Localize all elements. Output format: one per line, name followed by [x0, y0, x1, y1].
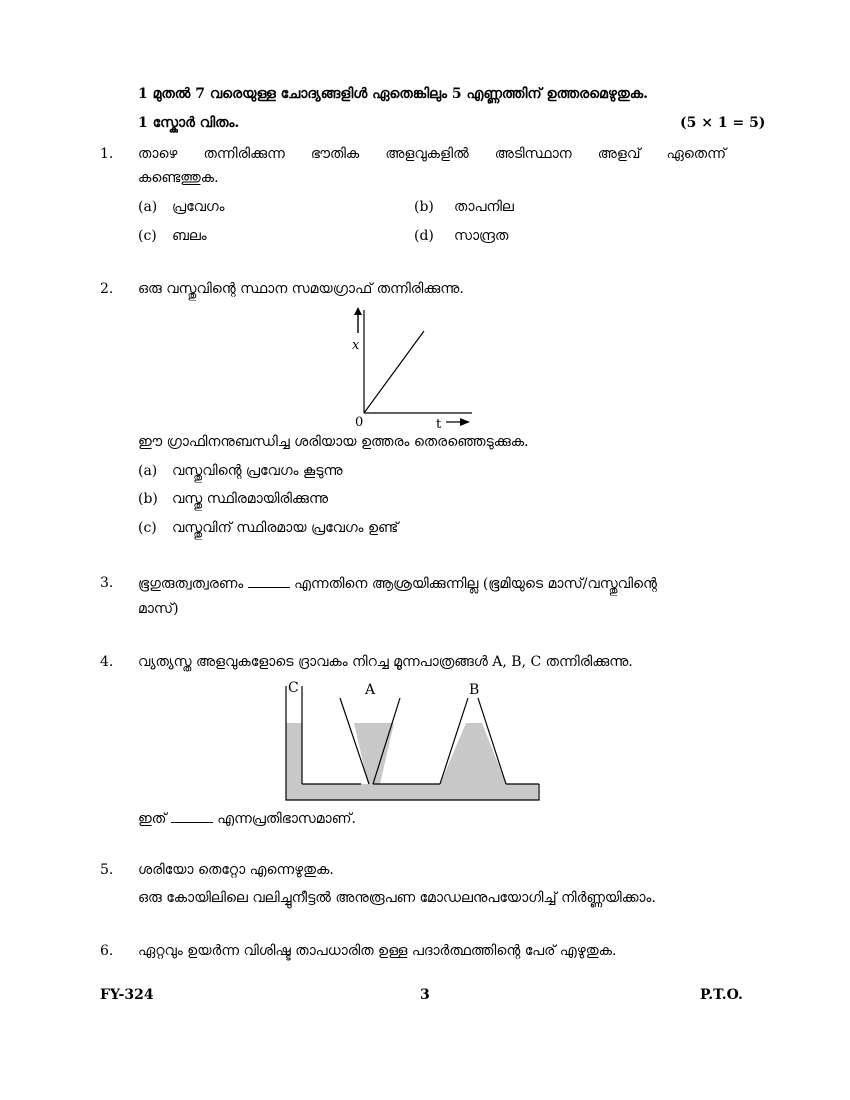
question-3-text-line2: മാസ്) — [138, 601, 179, 617]
vessel-a-label: A — [365, 682, 376, 698]
question-4-text-after: എന്നപ്രതിഭാസമാണ്. — [217, 811, 356, 827]
question-1-text-line2: കണ്ടെത്തുക. — [138, 170, 219, 186]
score-formula: (5 × 1 = 5) — [680, 115, 766, 131]
option-label: (b) — [414, 199, 434, 215]
option-label: (b) — [138, 491, 158, 507]
footer-code: FY-324 — [100, 987, 154, 1003]
graph-y-label: x — [352, 338, 360, 353]
graph-origin-label: 0 — [355, 415, 364, 430]
score-note: 1 സ്കോർ വിതം. — [138, 115, 240, 131]
option-text: വസ്തു സ്ഥിരമായിരിക്കുന്നു — [172, 491, 329, 507]
y-arrowhead-icon — [354, 307, 362, 315]
question-3-text — [138, 575, 657, 592]
liquid-fill — [286, 723, 538, 800]
vessel-b-label: B — [469, 682, 480, 698]
graph-line — [364, 331, 424, 413]
answer-blank — [171, 810, 213, 823]
option-text: വസ്തുവിന് സ്ഥിരമായ പ്രവേഗം ഉണ്ട് — [172, 520, 399, 536]
question-2-prompt: ഈ ഗ്രാഫിനനുബന്ധിച്ച ശരിയായ ഉത്തരം തെരഞ്ഞെടുക്കുക. — [138, 434, 529, 450]
pto-label: P.T.O. — [700, 987, 743, 1003]
vessel-c-label: C — [288, 680, 299, 696]
option-label: (a) — [138, 199, 158, 215]
page-number: 3 — [420, 987, 430, 1003]
answer-blank — [248, 575, 290, 588]
option-label: (c) — [138, 228, 157, 244]
question-5-text: ശരിയോ തെറ്റോ എന്നെഴുതുക. — [138, 862, 334, 878]
option-text: സാന്ദ്രത — [454, 228, 509, 244]
question-number: 1. — [100, 146, 114, 162]
graph-x-label: t — [436, 417, 442, 430]
question-1-text: താഴെ തന്നിരിക്കുന്ന ഭൗതിക അളവുകളിൽ അടിസ്ഥാന അളവ് ഏതെന്ന് — [138, 146, 726, 162]
option-text: പ്രവേഗം — [172, 199, 225, 215]
question-number: 5. — [100, 862, 114, 878]
question-4-answer-line — [138, 810, 356, 827]
question-2-text: ഒരു വസ്തുവിന്റെ സ്ഥാന സമയഗ്രാഫ് തന്നിരിക്കുന്നു. — [138, 281, 464, 297]
question-number: 4. — [100, 654, 114, 670]
question-3-text-after: എന്നതിനെ ആശ്രയിക്കുന്നില്ല (ഭൂമിയുടെ മാസ്/വസ്തുവിന്റെ — [294, 576, 657, 592]
question-4-text-before: ഇത് — [138, 811, 167, 827]
option-text: ബലം — [172, 228, 207, 244]
question-5-statement: ഒരു കോയിലിലെ വലിച്ചുനീട്ടൽ അനുരൂപണ മോഡലനുപയോഗിച്ച് നിർണ്ണയിക്കാം. — [138, 890, 656, 906]
question-number: 2. — [100, 281, 114, 297]
question-6-text: ഏറ്റവും ഉയർന്ന വിശിഷ്ട താപധാരിത ഉള്ള പദാർത്ഥത്തിന്റെ പേര് എഴുതുക. — [138, 943, 617, 959]
option-label: (d) — [414, 228, 434, 244]
instruction-text: 1 മുതൽ 7 വരെയുള്ള ചോദ്യങ്ങളിൾ ഏതെങ്കിലും 5 എണ്ണത്തിന് ഉത്തരമെഴുതുക. — [138, 86, 648, 102]
question-number: 3. — [100, 575, 114, 591]
option-text: താപനില — [454, 199, 514, 215]
question-4-text: വ്യത്യസ്ത അളവുകളോടെ ദ്രാവകം നിറച്ച മൂന്നപാത്രങ്ങൾ A, B, C തന്നിരിക്കുന്നു. — [138, 654, 633, 670]
option-label: (a) — [138, 463, 158, 479]
position-time-graph — [340, 305, 480, 430]
option-label: (c) — [138, 520, 157, 536]
question-3-text-before: ഭൂഗുരുത്വത്വരണം — [138, 576, 244, 592]
vessels-diagram — [280, 678, 545, 806]
x-arrowhead-icon — [460, 418, 470, 426]
question-number: 6. — [100, 943, 114, 959]
option-text: വസ്തുവിന്റെ പ്രവേഗം കൂടുന്നു — [172, 463, 343, 479]
